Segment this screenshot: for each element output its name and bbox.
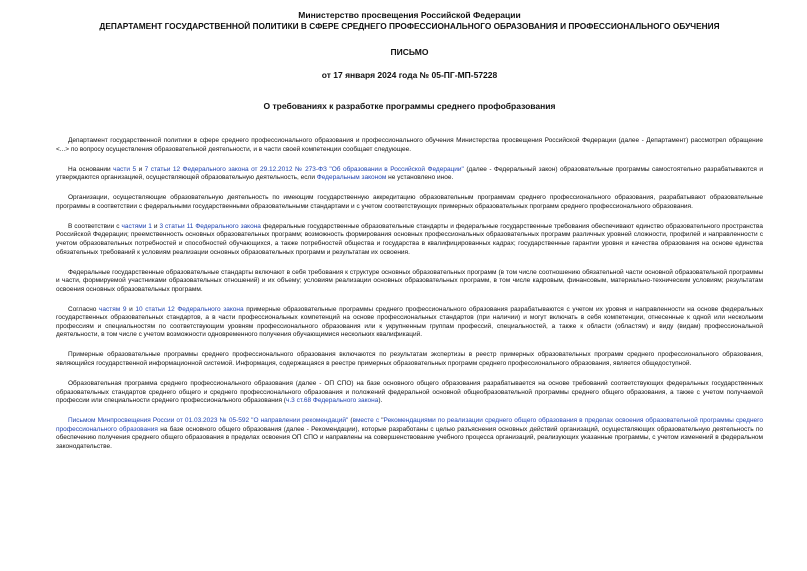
link-parts-9[interactable]: частям 9 xyxy=(99,305,127,313)
link-recommendations[interactable]: Рекомендациями по реализации среднего общего образования в пределах освоения образовательной программы среднего профессионального образования xyxy=(56,417,763,433)
link-federal-law[interactable]: Федеральным законом xyxy=(316,174,387,182)
paragraph-1: Департамент государственной политики в сфере среднего профессионального образования и профессионального обучения Министерства просвещения Российской Федерации (далее - Департамент) рассмотрел обращение <...> по вопросу осуществления образовательной деятельности, и в части своей компетенции сообщает следующее. xyxy=(56,137,763,153)
paragraph-4 xyxy=(56,223,763,257)
link-article-12-law-273[interactable]: 7 статьи 12 Федерального закона от 29.12.2012 № 273-ФЗ "Об образовании в Российской Федерации" xyxy=(144,165,464,173)
document-type: ПИСЬМО xyxy=(390,47,429,57)
text-fragment: ( xyxy=(348,417,353,425)
paragraph-6 xyxy=(56,306,763,340)
ministry-name: Министерство просвещения Российской Федерации xyxy=(298,10,521,20)
paragraph-9 xyxy=(56,417,763,451)
department-name: ДЕПАРТАМЕНТ ГОСУДАРСТВЕННОЙ ПОЛИТИКИ В СФЕРЕ СРЕДНЕГО ПРОФЕССИОНАЛЬНОГО ОБРАЗОВАНИЯ И ПРОФЕССИОНАЛЬНОГО ОБУЧЕНИЯ xyxy=(99,21,720,31)
paragraph-5: Федеральные государственные образовательные стандарты включают в себя требования к структуре основных образовательных программ (в том числе соотношению обязательной части основной образовательной программы и части, формируемой участниками образовательных отношений) и их объему; условиям реализации основных образовательных программ, в том числе кадровым, финансовым, материально-техническим условиям; результатам освоения основных образовательных программ. xyxy=(56,268,763,293)
document-subject: О требованиях к разработке программы среднего профобразования xyxy=(263,101,556,111)
text-fragment: Образовательная программа среднего профессионального образования (далее - ОП СПО) на базе основного общего образования разрабатывается на основе требований соответствующих федеральных государственных образовательных стандартов среднего общего и среднего профессионального образования и положений федеральной основной общеобразовательной программы среднего общего образования, а также с учетом получаемой профессии или специальности среднего профессионального образования ( xyxy=(56,380,763,405)
text-fragment: В соответствии с xyxy=(68,222,122,230)
link-ministry-letter[interactable]: Письмом Минпросвещения России от 01.03.2023 № 05-592 "О направлении рекомендаций" xyxy=(68,417,349,425)
link-article-12-part-10[interactable]: 10 статьи 12 Федерального закона xyxy=(135,305,244,313)
text-fragment: не установлено иное. xyxy=(386,174,454,182)
link-article-68[interactable]: ч.3 ст.68 Федерального закона xyxy=(285,397,379,405)
paragraph-7: Примерные образовательные программы среднего профессионального образования включаются по результатам экспертизы в реестр примерных образовательных программ среднего профессионального образования, являющийся государственной информационной системой. Информация, содержащаяся в реестре примерных образовательных программ среднего профессионального образования, является общедоступной. xyxy=(56,351,763,368)
letter-body xyxy=(56,137,763,452)
text-fragment: (далее - Федеральный закон) образовательные программы самостоятельно разрабатываются и утверждаются организацией, осуществляющей образовательную деятельность, если xyxy=(56,165,764,182)
text-fragment: примерные образовательные программы среднего профессионального образования разрабатываются с учетом их уровня и направленности на основе федеральных государственных образовательных стандартов, а в части профессиональных компетенций на основе профессиональных стандартов (при наличии) и могут включать в себя компетенции, отнесенные к одной или нескольким профессиям и специальностям по соответствующим уровням профессионального образования или к укрупненным группам профессий, специальностей, а также к области (областям) и виду (видам) профессиональной деятельности, в том числе с учетом возможности одновременного получения обучающимися нескольких квалификаций. xyxy=(56,305,763,339)
paragraph-3: Организации, осуществляющие образовательную деятельность по имеющим государственную аккредитацию образовательным программам среднего профессионального образования, разрабатывают образовательные программы в соответствии с федеральными государственными образовательными стандартами и с учетом соответствующих примерных образовательных программ среднего профессионального образования. xyxy=(56,194,763,210)
text-fragment: и xyxy=(151,222,160,230)
text-fragment: и xyxy=(136,165,145,173)
link-part-5[interactable]: части 5 xyxy=(113,165,137,173)
text-fragment: Согласно xyxy=(68,305,100,313)
text-fragment: На основании xyxy=(68,165,114,173)
link-article-11[interactable]: 3 статьи 11 Федерального закона xyxy=(159,222,261,230)
text-fragment: ). xyxy=(378,397,383,405)
link-together-with[interactable]: вместе с xyxy=(352,417,380,425)
link-parts-1[interactable]: частями 1 xyxy=(121,222,152,230)
paragraph-2 xyxy=(56,166,763,183)
text-fragment: и xyxy=(126,305,136,313)
text-fragment: федеральные государственные образовательные стандарты и федеральные государственные требования обеспечивают единство образовательного пространства Российской Федерации; преемственность основных образовательных программ; возможность формирования основных профессиональных образовательных программ различных уровней сложности, профилей и направленности с учетом образовательных потребностей и способностей обучающихся, а также потребностей общества и государства в квалифицированных кадрах; государственные гарантии уровня и качества образования на основе единства обязательных требований к условиям реализации основных образовательных программ и результатам их освоения. xyxy=(56,222,763,256)
text-fragment: на базе основного общего образования (далее - Рекомендации), которые разработаны с целью разъяснения основных действий организаций, осуществляющих образовательную деятельность по обеспечению получения среднего общего образования в пределах освоения ОП СПО и направлены на совершенствование учебного процесса организаций, реализующих указанные программы, с учетом изменений в федеральном законодательстве. xyxy=(56,425,763,450)
text-fragment: " xyxy=(379,417,384,425)
paragraph-8 xyxy=(56,380,763,406)
document-date-number: от 17 января 2024 года № 05-ПГ-МП-57228 xyxy=(321,70,498,80)
